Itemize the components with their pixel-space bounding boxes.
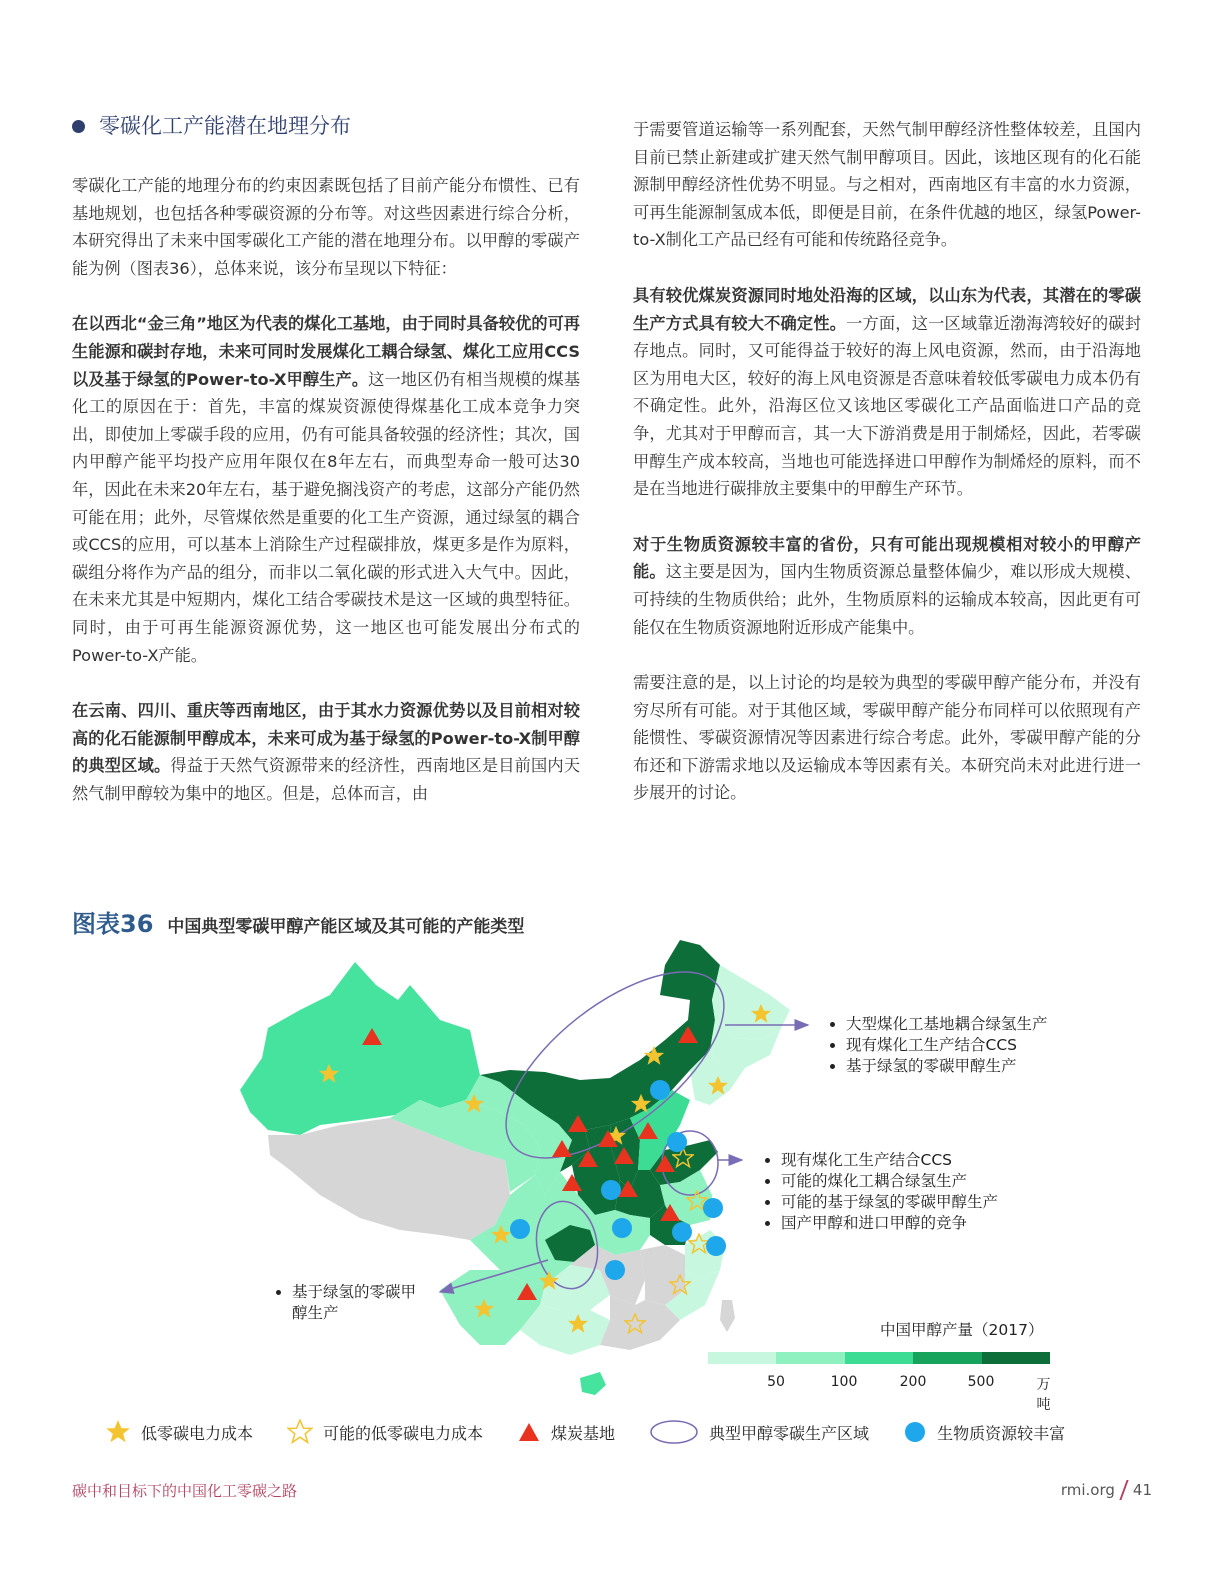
circle-icon (612, 1218, 632, 1238)
callout-item: • 国产甲醇和进口甲醇的竞争 (781, 1213, 998, 1234)
scale-bar (708, 1352, 1050, 1364)
scale-label: 100 (830, 1374, 858, 1390)
footer-title: 碳中和目标下的中国化工零碳之路 (72, 1482, 298, 1500)
map-legend (105, 1418, 1099, 1446)
figure-number: 图表36 (72, 910, 154, 938)
callout-southwest (274, 1282, 424, 1324)
legend-label: 可能的低零碳电力成本 (323, 1423, 484, 1443)
circle-icon (672, 1222, 692, 1242)
callout-north (828, 1014, 1048, 1077)
circle-icon (650, 1080, 670, 1100)
circle-icon (703, 1198, 723, 1218)
legend-star-outline (287, 1419, 483, 1445)
circle-icon (667, 1132, 687, 1152)
bold-lead: 在以西北“金三角”地区为代表的煤化工基地，由于同时具备较优的可再生能源和碳封存地，未来可同时发展煤化工耦合绿氢、煤化工应用CCS以及基于绿氢的Power-to-X甲醇生产。 (72, 314, 580, 389)
legend-star (105, 1419, 253, 1445)
callout-item: • 基于绿氢的零碳甲醇生产 (846, 1056, 1048, 1077)
callout-item: • 大型煤化工基地耦合绿氢生产 (846, 1014, 1048, 1035)
circle-icon (605, 1260, 625, 1280)
legend-circle (903, 1420, 1065, 1444)
figure-caption: 中国典型零碳甲醇产能区域及其可能的产能类型 (167, 917, 525, 937)
paragraph: 需要注意的是，以上讨论的均是较为典型的零碳甲醇产能分布，并没有穷尽所有可能。对于其他区域，零碳甲醇产能分布同样可以依照现有产能惯性、零碳资源情况等因素进行综合考虑。此外，零碳甲醇产能的分布还和下游需求地以及运输成本等因素有关。本研究尚未对此进行进一步展开的讨论。 (633, 673, 1141, 803)
star-icon (105, 1419, 131, 1445)
footer-page (1061, 1480, 1152, 1500)
callout-item: • 现有煤化工生产结合CCS (781, 1150, 998, 1171)
footer-site: rmi.org (1060, 1481, 1115, 1499)
paragraph-text: 得益于天然气资源带来的经济性，西南地区是目前国内天然气制甲醇较为集中的地区。但是，总体而言，由 (72, 756, 581, 803)
paragraph-text: 一方面，这一区域靠近渤海湾较好的碳封存地点。同时，又可能得益于较好的海上风电资源，然而，由于沿海地区为用电大区，较好的海上风电资源是否意味着较低零碳电力成本仍有不确定性。此外，沿海区位又该地区零碳化工产品面临进口产品的竞争，尤其对于甲醇而言，其一大下游消费是用于制烯烃，因此，若零碳甲醇生产成本较高，当地也可能选择进口甲醇作为制烯烃的原料，而不是在当地进行碳排放主要集中的甲醇生产环节。 (633, 313, 1142, 499)
scale-swatch (913, 1352, 981, 1364)
bold-lead: 具有较优煤炭资源同时地处沿海的区域，以山东为代表，其潜在的零碳生产方式具有较大不确定性。 (633, 285, 1141, 333)
legend-label: 典型甲醇零碳生产区域 (709, 1423, 870, 1443)
slash-divider (1119, 1480, 1128, 1500)
scale-swatch (982, 1352, 1050, 1364)
section-title-text: 零碳化工产能潜在地理分布 (99, 114, 351, 138)
page-number: 41 (1132, 1481, 1152, 1499)
region-hainan (580, 1372, 606, 1395)
triangle-icon (517, 1421, 541, 1443)
circle-icon (601, 1180, 621, 1200)
bold-lead: 对于生物质资源较丰富的省份，只有可能出现规模相对较小的甲醇产能。 (633, 534, 1141, 582)
legend-triangle (517, 1421, 615, 1444)
callout-item: • 可能的煤化工耦合绿氢生产 (781, 1171, 998, 1192)
scale-label: 500 (967, 1374, 995, 1390)
callout-item: • 现有煤化工生产结合CCS (846, 1035, 1048, 1056)
circle-icon (706, 1236, 726, 1256)
legend-ellipse (649, 1418, 869, 1446)
callout-item: • 可能的基于绿氢的零碳甲醇生产 (781, 1192, 998, 1213)
scale-labels (708, 1374, 1068, 1413)
production-scale-legend (708, 1318, 1068, 1413)
paragraph: 于需要管道运输等一系列配套，天然气制甲醇经济性整体较差，且国内目前已禁止新建或扩建天然气制甲醇项目。因此，该地区现有的化石能源制甲醇经济性优势不明显。与之相对，西南地区有丰富的水力资源，可再生能源制氢成本低，即便是目前，在条件优越的地区，绿氢Power-to-X制化工产品已经有可能和传统路径竞争。 (633, 120, 1141, 250)
legend-label: 生物质资源较丰富 (937, 1423, 1066, 1443)
paragraph: 零碳化工产能的地理分布的约束因素既包括了目前产能分布惯性、已有基地规划，也包括各种零碳资源的分布等。对这些因素进行综合分析，本研究得出了未来中国零碳化工产能的潜在地理分布。以甲醇的零碳产能为例（图表36），总体来说，该分布呈现以下特征： (72, 176, 580, 278)
scale-swatch (845, 1352, 913, 1364)
paragraph-text: 这主要是因为，国内生物质资源总量整体偏少，难以形成大规模、可持续的生物质供给；此外，生物质原料的运输成本较高，因此更有可能仅在生物质资源地附近形成产能集中。 (633, 562, 1142, 637)
circle-icon (903, 1420, 927, 1444)
bold-lead: 在云南、四川、重庆等西南地区，由于其水力资源优势以及目前相对较高的化石能源制甲醇成本，未来可成为基于绿氢的Power-to-X制甲醇的典型区域。 (72, 701, 580, 776)
scale-label: 200 (899, 1374, 927, 1390)
scale-label: 万吨 (1036, 1377, 1051, 1413)
callout-east (763, 1150, 998, 1234)
ellipse-icon (649, 1418, 699, 1446)
legend-label: 低零碳电力成本 (141, 1423, 254, 1443)
callout-item: • 基于绿氢的零碳甲醇生产 (292, 1282, 424, 1324)
scale-title: 中国甲醇产量（2017） (880, 1321, 1044, 1339)
circle-icon (510, 1219, 530, 1239)
scale-swatch (776, 1352, 844, 1364)
paragraph-text: 这一地区仍有相当规模的煤基化工的原因在于：首先，丰富的煤炭资源使得煤基化工成本竞争力突出，即使加上零碳手段的应用，仍有可能具备较强的经济性；其次，国内甲醇产能平均投产应用年限仅在8年左右，而典型寿命一般可达30年，因此在未来20年左右，基于避免搁浅资产的考虑，这部分产能仍然可能在用；此外，尽管煤依然是重要的化工生产资源，通过绿氢的耦合或CCS的应用，可以基本上消除生产过程碳排放，煤更多是作为原料，碳组分将作为产品的组分，而非以二氧化碳的形式进入大气中。因此，在未来尤其是中短期内，煤化工结合零碳技术是这一区域的典型特征。同时，由于可再生能源资源优势，这一地区也可能发展出分布式的Power-to-X产能。 (72, 369, 581, 665)
scale-swatch (708, 1352, 776, 1364)
star-outline-icon (287, 1419, 313, 1445)
scale-label: 50 (767, 1374, 785, 1390)
legend-label: 煤炭基地 (551, 1423, 616, 1443)
